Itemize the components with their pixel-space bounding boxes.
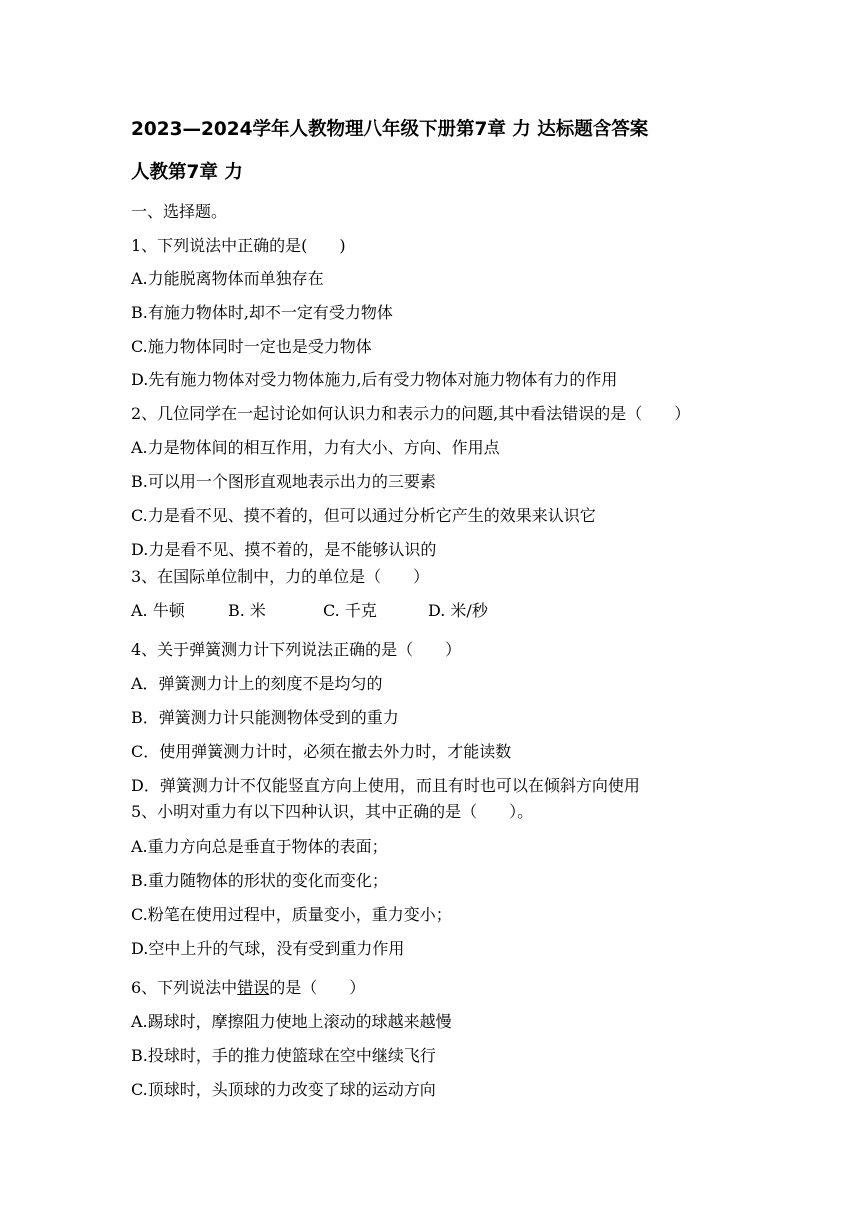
question-4-option-b: B．弹簧测力计只能测物体受到的重力 <box>131 708 399 727</box>
question-5-option-a: A.重力方向总是垂直于物体的表面； <box>131 837 388 856</box>
question-6-option-c: C.顶球时，头顶球的力改变了球的运动方向 <box>131 1080 436 1099</box>
section-heading: 一、选择题。 <box>131 202 228 221</box>
question-4-option-a: A．弹簧测力计上的刻度不是均匀的 <box>131 674 383 693</box>
question-5-option-b: B.重力随物体的形状的变化而变化； <box>131 871 388 890</box>
question-1-option-a: A.力能脱离物体而单独存在 <box>131 269 324 288</box>
question-3-stem: 3、在国际单位制中，力的单位是（ ） <box>131 567 430 586</box>
question-5-stem: 5、小明对重力有以下四种认识，其中正确的是（ ）。 <box>131 802 534 821</box>
question-1-option-c: C.施力物体同时一定也是受力物体 <box>131 337 372 356</box>
question-6-stem-suffix: 的是（ ） <box>269 978 366 997</box>
question-6-option-b: B.投球时，手的推力使篮球在空中继续飞行 <box>131 1046 436 1065</box>
question-1-stem: 1、下列说法中正确的是( ) <box>131 236 346 255</box>
question-2-stem: 2、几位同学在一起讨论如何认识力和表示力的问题,其中看法错误的是（ ） <box>131 404 691 423</box>
document-title: 2023—2024学年人教物理八年级下册第7章 力 达标题含答案 <box>131 119 649 140</box>
question-3-option-c: C. 千克 <box>323 601 377 620</box>
question-2-option-a: A.力是物体间的相互作用，力有大小、方向、作用点 <box>131 438 500 457</box>
question-3-options <box>131 601 488 621</box>
question-6-option-a: A.踢球时，摩擦阻力使地上滚动的球越来越慢 <box>131 1012 452 1031</box>
chapter-title: 人教第7章 力 <box>131 162 243 183</box>
question-5-option-d: D.空中上升的气球，没有受到重力作用 <box>131 939 405 958</box>
question-6-stem-underlined: 错误 <box>237 978 270 997</box>
question-4-option-d: D．弹簧测力计不仅能竖直方向上使用，而且有时也可以在倾斜方向使用 <box>131 776 640 795</box>
question-6-stem <box>131 978 365 998</box>
question-3-option-d: D. 米/秒 <box>428 601 488 620</box>
question-2-option-c: C.力是看不见、摸不着的，但可以通过分析它产生的效果来认识它 <box>131 506 596 525</box>
question-4-option-c: C．使用弹簧测力计时，必须在撤去外力时，才能读数 <box>131 742 512 761</box>
question-6-stem-prefix: 6、下列说法中 <box>131 978 238 997</box>
question-4-stem: 4、关于弹簧测力计下列说法正确的是（ ） <box>131 640 462 659</box>
question-1-option-b: B.有施力物体时,却不一定有受力物体 <box>131 303 393 322</box>
question-3-option-b: B. 米 <box>228 601 266 620</box>
question-2-option-d: D.力是看不见、摸不着的，是不能够认识的 <box>131 540 437 559</box>
question-1-option-d: D.先有施力物体对受力物体施力,后有受力物体对施力物体有力的作用 <box>131 370 618 389</box>
question-5-option-c: C.粉笔在使用过程中，质量变小，重力变小； <box>131 905 452 924</box>
question-3-option-a: A. 牛顿 <box>131 601 185 620</box>
question-2-option-b: B.可以用一个图形直观地表示出力的三要素 <box>131 472 436 491</box>
